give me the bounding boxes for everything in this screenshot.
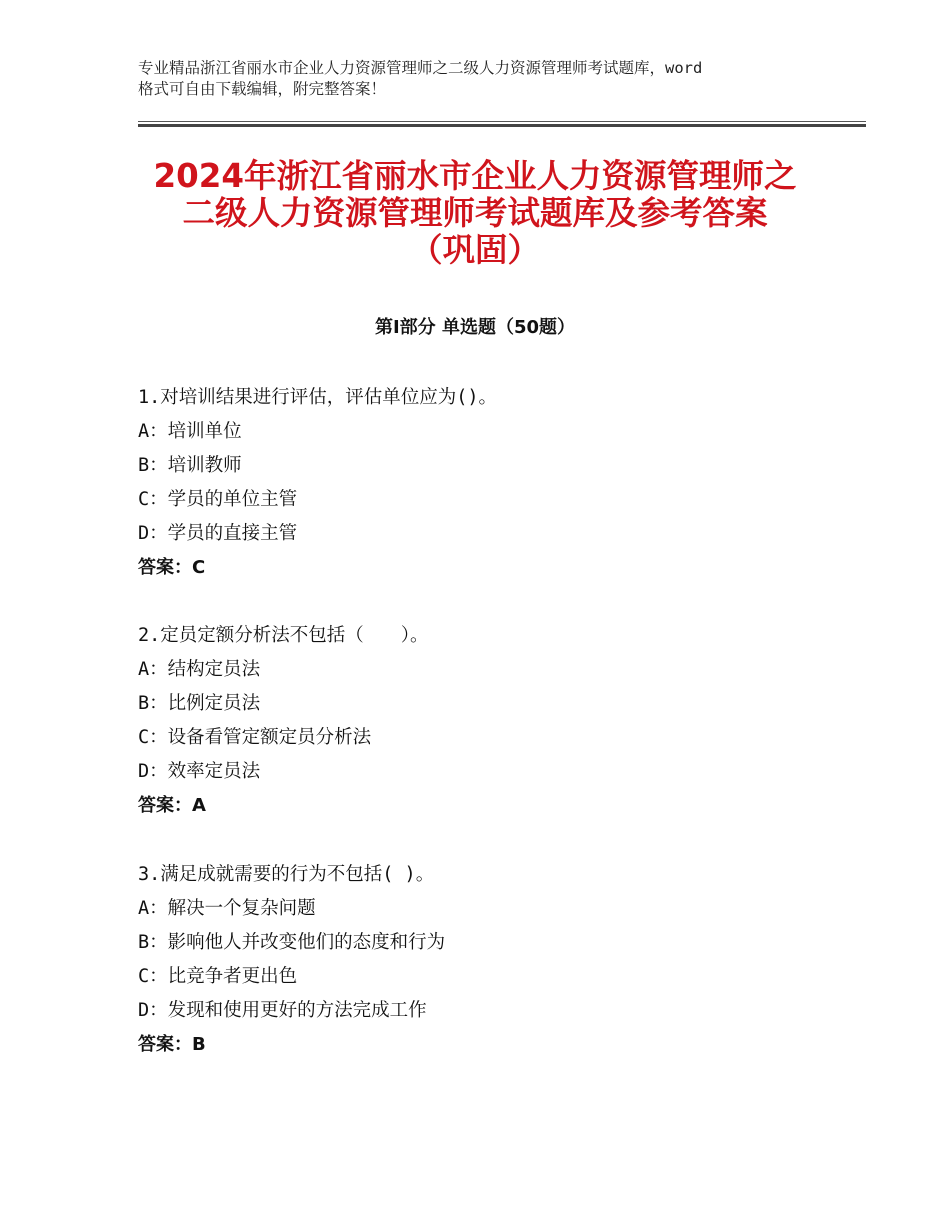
option-c: C：设备看管定额定员分析法	[138, 727, 372, 748]
title-line-1: 2024年浙江省丽水市企业人力资源管理师之	[153, 157, 797, 195]
question-stem: 2.定员定额分析法不包括（ ）。	[138, 625, 429, 646]
document-title	[90, 158, 860, 269]
question-stem: 3.满足成就需要的行为不包括( )。	[138, 864, 435, 885]
section-heading: 第Ⅰ部分 单选题（50题）	[374, 317, 575, 338]
option-a: A：培训单位	[138, 421, 242, 442]
option-c: C：比竞争者更出色	[138, 966, 298, 987]
option-b: B：比例定员法	[138, 693, 261, 714]
title-line-3: （巩固）	[409, 231, 540, 269]
header-note	[138, 58, 828, 100]
question-3	[138, 858, 858, 1062]
header-note-line-2: 格式可自由下载编辑，附完整答案！	[138, 80, 387, 98]
question-2	[138, 619, 858, 823]
option-a: A：结构定员法	[138, 659, 261, 680]
answer-line: 答案：A	[138, 795, 206, 816]
header-divider-thin	[138, 121, 866, 122]
question-stem: 1.对培训结果进行评估，评估单位应为()。	[138, 387, 498, 408]
option-d: D：发现和使用更好的方法完成工作	[138, 1000, 427, 1021]
title-line-2: 二级人力资源管理师考试题库及参考答案	[182, 194, 768, 232]
option-b: B：培训教师	[138, 455, 242, 476]
option-d: D：效率定员法	[138, 761, 261, 782]
option-c: C：学员的单位主管	[138, 489, 298, 510]
option-b: B：影响他人并改变他们的态度和行为	[138, 932, 446, 953]
header-note-line-1: 专业精品浙江省丽水市企业人力资源管理师之二级人力资源管理师考试题库，word	[138, 59, 703, 77]
question-1	[138, 381, 858, 585]
option-d: D：学员的直接主管	[138, 523, 298, 544]
answer-line: 答案：B	[138, 1034, 206, 1055]
answer-line: 答案：C	[138, 557, 206, 578]
header-divider-thick	[138, 124, 866, 127]
option-a: A：解决一个复杂问题	[138, 898, 316, 919]
